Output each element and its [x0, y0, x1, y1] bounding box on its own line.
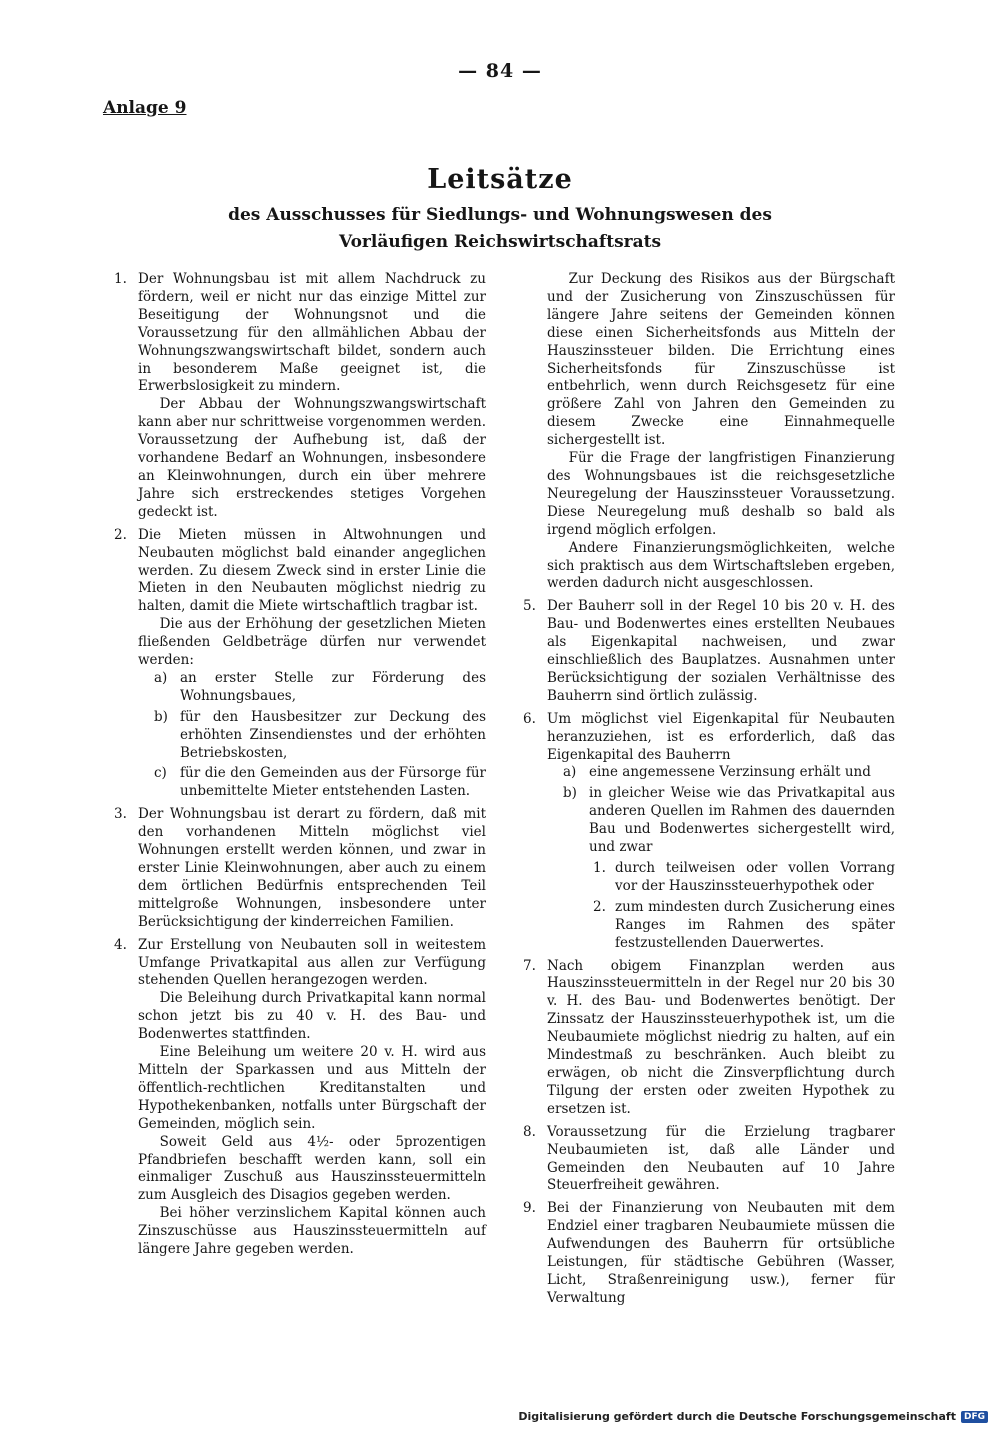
- item-1: [114, 271, 486, 522]
- sub-sub-item-1: [547, 860, 895, 896]
- item-number: 9.: [523, 1200, 536, 1217]
- sub-item-label: c): [154, 765, 167, 782]
- left-column: [114, 271, 486, 1264]
- sub-item-b: [547, 785, 895, 857]
- item-5: [523, 598, 895, 705]
- item-9: [523, 1200, 895, 1307]
- sub-item-b: [138, 709, 486, 763]
- item-number: 1.: [114, 271, 127, 287]
- item-8: [523, 1124, 895, 1196]
- paragraph: Zur Deckung des Risikos aus der Bürgschaft und der Zusicherung von Zinszuschüssen für längere Jahre seitens der Gemeinden können diese einen Sicherheitsfonds aus Mitteln der Hauszinssteuer bilden. Die Errichtung eines Sicherheitsfonds für Zinszuschüsse ist entbehrlich, wenn durch Reichsgesetz für eine größere Zahl von Jahren den Gemeinden zu diesem Zwecke eine Einnahmequelle sichergestellt ist.: [547, 271, 895, 449]
- item-number: 3.: [114, 806, 127, 823]
- annex-label: Anlage 9: [103, 98, 187, 118]
- item-2: [114, 527, 486, 802]
- sub-item-c: [138, 765, 486, 801]
- sub-sub-item-2: [547, 899, 895, 953]
- sub-item-text: für die den Gemeinden aus der Fürsorge für unbemittelte Mieter entstehenden Lasten.: [180, 765, 486, 800]
- item-4: [114, 937, 486, 1259]
- paragraph: Um möglichst viel Eigenkapital für Neubauten heranzuziehen, ist es erforderlich, daß das Eigenkapital des Bauherrn: [547, 710, 895, 763]
- paragraph: Zur Erstellung von Neubauten soll in weitestem Umfange Privatkapital aus allen zur Verfügung stehenden Quellen herangezogen werden.: [138, 936, 486, 989]
- sub-sub-item-label: 1.: [593, 860, 606, 876]
- item-number: 4.: [114, 936, 127, 953]
- paragraph: Die aus der Erhöhung der gesetzlichen Mieten fließenden Geldbeträge dürfen nur verwendet werden:: [138, 616, 486, 669]
- paragraph: Bei der Finanzierung von Neubauten mit dem Endziel einer tragbaren Neubaumiete müssen die Aufwendungen des Bauherrn für ortsübliche Leistungen, für städtische Gebühren (Wasser, Licht, Straßenreinigung usw.), ferner für Verwaltung: [547, 1200, 895, 1306]
- item-3: [114, 806, 486, 931]
- sub-item-text: eine angemessene Verzinsung erhält und: [589, 764, 871, 781]
- paragraph: Bei höher verzinslichem Kapital können auch Zinszuschüsse aus Hauszinssteuermitteln auf längere Jahre gegeben werden.: [138, 1205, 486, 1258]
- right-column: [523, 271, 895, 1313]
- paragraph: Andere Finanzierungsmöglichkeiten, welche sich praktisch aus dem Wirtschaftsleben ergeben, werden dadurch nicht ausgeschlossen.: [547, 539, 895, 592]
- paragraph: Voraussetzung für die Erzielung tragbarer Neubaumieten ist, daß alle Länder und Gemeinden den Neubauten auf 10 Jahre Steuerfreiheit gewähren.: [547, 1123, 895, 1194]
- sub-item-label: a): [154, 669, 168, 686]
- sub-item-label: b): [154, 708, 168, 725]
- paragraph: Für die Frage der langfristigen Finanzierung des Wohnungsbaues ist die reichsgesetzliche Neuregelung der Hauszinssteuer Voraussetzung. Diese Neuregelung muß deshalb so bald als irgend möglich erfolgen.: [547, 450, 895, 538]
- page-number: — 84 —: [458, 60, 542, 82]
- sub-item-text: an erster Stelle zur Förderung des Wohnungsbaues,: [180, 669, 486, 704]
- paragraph: Der Abbau der Wohnungszwangswirtschaft kann aber nur schrittweise vorgenommen werden. Voraussetzung der Aufhebung ist, daß der vorhandene Bedarf an Wohnungen, insbesondere an Kleinwohnungen, durch ein über mehrere Jahre sich erstreckendes stetiges Vorgehen gedeckt ist.: [138, 396, 486, 520]
- footer-text: Digitalisierung gefördert durch die Deutsche Forschungsgemeinschaft: [518, 1410, 956, 1423]
- item-number: 5.: [523, 598, 536, 615]
- item-number: 7.: [523, 957, 536, 974]
- sub-sub-item-label: 2.: [593, 898, 606, 915]
- subtitle-line-2: Vorläufigen Reichswirtschaftsrats: [338, 232, 662, 252]
- sub-item-text: für den Hausbesitzer zur Deckung des erhöhten Zinsendienstes und der erhöhten Betriebskosten,: [180, 708, 486, 761]
- subtitle-line-1: des Ausschusses für Siedlungs- und Wohnungswesen des: [228, 205, 772, 225]
- item-number: 6.: [523, 710, 536, 727]
- paragraph: Der Bauherr soll in der Regel 10 bis 20 v. H. des Bau- und Bodenwertes eines erstellten Neubaues als Eigenkapital nachweisen, und zwar einschließlich des Bauplatzes. Ausnahmen unter Berücksichtigung der sozialen Verhältnisse des Bauherrn sind örtlich zulässig.: [547, 598, 895, 704]
- item-6: [523, 711, 895, 953]
- sub-item-a: [138, 670, 486, 706]
- item-7: [523, 958, 895, 1119]
- paragraph: Der Wohnungsbau ist mit allem Nachdruck zu fördern, weil er nicht nur das einzige Mittel zur Beseitigung der Wohnungsnot und die Voraussetzung für den allmählichen Abbau der Wohnungszwangswirtschaft bildet, sondern auch in besonderem Maße geeignet ist, die Erwerbslosigkeit zu mindern.: [138, 271, 486, 395]
- sub-sub-item-text: zum mindesten durch Zusicherung eines Ranges im Rahmen des später festzustellenden Dauerwertes.: [615, 898, 895, 951]
- paragraph: Eine Beleihung um weitere 20 v. H. wird aus Mitteln der Sparkassen und aus Mitteln der öffentlich-rechtlichen Kreditanstalten und Hypothekenbanken, notfalls unter Bürgschaft der Gemeinden, möglich sein.: [138, 1044, 486, 1132]
- sub-item-a: [547, 764, 895, 782]
- paragraph: Der Wohnungsbau ist derart zu fördern, daß mit den vorhandenen Mitteln möglichst viel Wohnungen erstellt werden können, und zwar in erster Linie Kleinwohnungen, aber auch zu einem dem örtlichen Bedürfnis entsprechenden Teil mittelgroße Wohnungen, insbesondere unter Berücksichtigung der kinderreichen Familien.: [138, 806, 486, 930]
- sub-item-text: in gleicher Weise wie das Privatkapital aus anderen Quellen im Rahmen des dauernden Bau und Bodenwertes sichergestellt wird, und zwar: [589, 785, 895, 856]
- dfg-logo-icon: DFG: [961, 1411, 988, 1423]
- sub-sub-item-text: durch teilweisen oder vollen Vorrang vor der Hauszinssteuerhypothek oder: [615, 860, 895, 894]
- paragraph: Die Mieten müssen in Altwohnungen und Neubauten möglichst bald einander angeglichen werden. Zu diesem Zweck sind in erster Linie die Mieten in den Neubauten möglichst niedrig zu halten, damit die Miete wirtschaftlich tragbar ist.: [138, 526, 486, 615]
- digitization-footer: [518, 1410, 988, 1423]
- item-4-continued: [523, 271, 895, 593]
- paragraph: Nach obigem Finanzplan werden aus Hauszinssteuermitteln in der Regel nur 20 bis 30 v. H. des Bau- und Bodenwertes benötigt. Der Zinssatz der Hauszinssteuerhypothek ist, um die Neubaumiete möglichst niedrig zu halten, auf ein Mindestmaß zu beschränken. Auch bleibt zu erwägen, ob nicht die Zinsverpflichtung durch Tilgung der ersten oder zweiten Hypothek zu ersetzen ist.: [547, 957, 895, 1117]
- item-number: 2.: [114, 526, 127, 543]
- paragraph: Die Beleihung durch Privatkapital kann normal schon jetzt bis zu 40 v. H. des Bau- und Bodenwertes stattfinden.: [138, 990, 486, 1043]
- sub-item-label: a): [563, 764, 577, 781]
- paragraph: Soweit Geld aus 4½- oder 5prozentigen Pfandbriefen beschafft werden kann, soll ein einmaliger Zuschuß aus Hauszinssteuermitteln zum Ausgleich des Disagios gegeben werden.: [138, 1133, 486, 1204]
- item-number: 8.: [523, 1123, 536, 1140]
- page-title: Leitsätze: [427, 164, 573, 195]
- sub-item-label: b): [563, 785, 577, 802]
